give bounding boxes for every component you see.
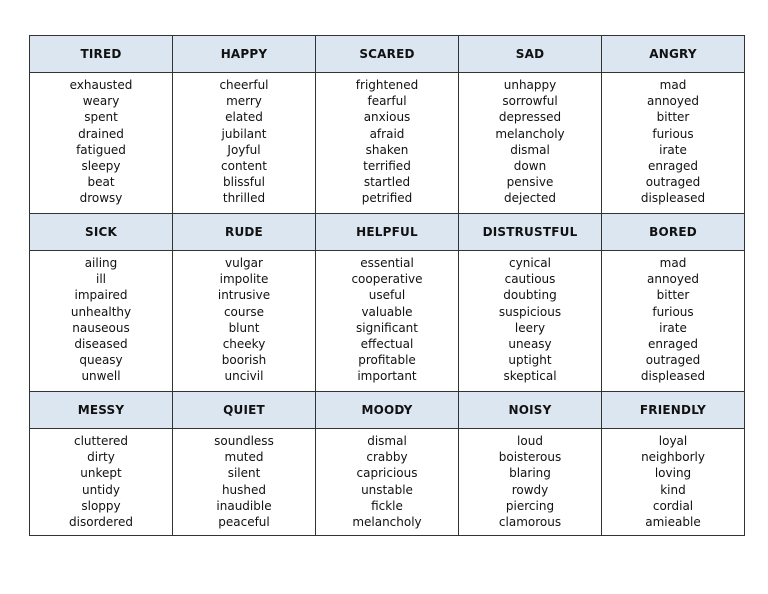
word-item: soundless	[214, 434, 274, 448]
word-item: piercing	[505, 498, 555, 513]
category-title: DISTRUSTFUL	[459, 214, 602, 251]
word-item: cautious	[504, 272, 556, 287]
word-item: significant	[356, 320, 418, 335]
category-title: RUDE	[173, 214, 316, 251]
word-item: intrusive	[217, 288, 271, 303]
category-words-cell	[173, 73, 316, 214]
word-item: frightened	[355, 78, 419, 92]
category-header-row	[30, 392, 745, 429]
category-words-cell	[173, 251, 316, 392]
category-title: SCARED	[316, 36, 459, 73]
category-words-cell	[30, 73, 173, 214]
word-item: fearful	[367, 94, 407, 109]
word-item: effectual	[360, 337, 414, 352]
word-item: blaring	[509, 466, 551, 481]
word-item: displeased	[640, 191, 706, 206]
word-item: valuable	[361, 304, 413, 319]
word-item: uptight	[508, 353, 552, 368]
category-words-cell	[602, 251, 745, 392]
word-list-row	[30, 429, 745, 536]
word-list-row	[30, 73, 745, 214]
word-item: dismal	[367, 434, 407, 448]
word-item: cluttered	[74, 434, 128, 448]
word-item: unkept	[80, 466, 122, 481]
category-words-cell	[316, 251, 459, 392]
word-item: amieable	[645, 515, 701, 530]
word-item: inaudible	[216, 498, 272, 513]
word-item: ailing	[84, 256, 118, 270]
category-header-row	[30, 36, 745, 73]
word-item: irate	[659, 142, 687, 157]
category-title: HAPPY	[173, 36, 316, 73]
word-item: melancholy	[495, 126, 565, 141]
word-item: kind	[660, 482, 686, 497]
word-item: hushed	[221, 482, 267, 497]
word-item: nauseous	[72, 320, 130, 335]
word-item: anxious	[363, 110, 411, 125]
word-item: shaken	[365, 142, 409, 157]
word-item: outraged	[645, 353, 701, 368]
word-item: queasy	[79, 353, 123, 368]
word-item: elated	[225, 110, 263, 125]
word-item: content	[221, 159, 267, 174]
word-item: leery	[514, 320, 546, 335]
word-list	[30, 73, 172, 207]
category-title: QUIET	[173, 392, 316, 429]
word-list	[316, 251, 458, 385]
word-item: spent	[84, 110, 118, 125]
word-list	[30, 251, 172, 385]
word-item: peaceful	[218, 515, 270, 530]
word-item: important	[357, 369, 417, 384]
word-list	[173, 73, 315, 207]
category-words-cell	[173, 429, 316, 536]
word-item: capricious	[356, 466, 418, 481]
word-item: unwell	[81, 369, 121, 384]
word-item: neighborly	[641, 450, 705, 465]
word-item: muted	[224, 450, 264, 465]
word-item: loyal	[658, 434, 688, 448]
word-item: furious	[652, 304, 694, 319]
word-item: blissful	[223, 175, 265, 190]
word-item: mad	[659, 256, 687, 270]
word-item: annoyed	[646, 94, 699, 109]
word-item: suspicious	[498, 304, 562, 319]
word-list	[459, 429, 601, 530]
word-item: uncivil	[224, 369, 264, 384]
category-words-cell	[316, 429, 459, 536]
category-title: NOISY	[459, 392, 602, 429]
category-title: SAD	[459, 36, 602, 73]
category-title: ANGRY	[602, 36, 745, 73]
word-list	[602, 251, 744, 385]
word-item: weary	[82, 94, 120, 109]
word-list	[602, 73, 744, 207]
word-item: unstable	[361, 482, 413, 497]
category-title: BORED	[602, 214, 745, 251]
word-item: vulgar	[225, 256, 263, 270]
word-item: crabby	[366, 450, 408, 465]
word-item: boisterous	[498, 450, 562, 465]
word-item: useful	[368, 288, 406, 303]
synonym-table	[29, 35, 745, 536]
word-item: furious	[652, 126, 694, 141]
word-item: clamorous	[498, 515, 562, 530]
word-item: disordered	[69, 515, 133, 530]
word-item: fatigued	[76, 142, 126, 157]
word-item: down	[513, 159, 547, 174]
word-item: annoyed	[646, 272, 699, 287]
word-item: essential	[360, 256, 414, 270]
word-item: cordial	[652, 498, 694, 513]
word-item: cynical	[509, 256, 551, 270]
category-title: FRIENDLY	[602, 392, 745, 429]
word-item: petrified	[361, 191, 413, 206]
word-item: cheeky	[222, 337, 266, 352]
word-item: ill	[95, 272, 106, 287]
word-item: skeptical	[503, 369, 557, 384]
word-item: displeased	[640, 369, 706, 384]
word-item: doubting	[503, 288, 557, 303]
word-item: depressed	[498, 110, 562, 125]
word-item: drowsy	[79, 191, 123, 206]
category-words-cell	[459, 73, 602, 214]
word-item: profitable	[358, 353, 416, 368]
word-item: dejected	[503, 191, 557, 206]
category-words-cell	[30, 429, 173, 536]
word-list	[316, 73, 458, 207]
word-item: drained	[78, 126, 124, 141]
category-words-cell	[316, 73, 459, 214]
category-words-cell	[459, 251, 602, 392]
word-item: silent	[227, 466, 261, 481]
word-item: rowdy	[511, 482, 549, 497]
category-words-cell	[602, 73, 745, 214]
word-item: boorish	[221, 353, 267, 368]
word-item: impolite	[219, 272, 269, 287]
word-item: untidy	[82, 482, 120, 497]
word-list	[173, 429, 315, 530]
word-item: melancholy	[352, 515, 422, 530]
word-item: jubilant	[221, 126, 267, 141]
word-item: cheerful	[219, 78, 269, 92]
word-list	[459, 251, 601, 385]
synonym-table-body	[30, 36, 745, 536]
word-item: enraged	[648, 337, 698, 352]
category-header-row	[30, 214, 745, 251]
word-item: unhappy	[503, 78, 557, 92]
category-words-cell	[30, 251, 173, 392]
word-list	[173, 251, 315, 385]
word-item: diseased	[74, 337, 128, 352]
word-item: merry	[226, 94, 262, 109]
word-item: mad	[659, 78, 687, 92]
category-title: TIRED	[30, 36, 173, 73]
word-item: loud	[517, 434, 543, 448]
word-item: dirty	[87, 450, 115, 465]
category-words-cell	[459, 429, 602, 536]
category-title: MESSY	[30, 392, 173, 429]
category-title: SICK	[30, 214, 173, 251]
word-item: cooperative	[351, 272, 423, 287]
word-item: outraged	[645, 175, 701, 190]
word-item: fickle	[371, 498, 403, 513]
word-item: bitter	[656, 288, 690, 303]
word-list	[602, 429, 744, 530]
word-item: sleepy	[81, 159, 121, 174]
word-item: course	[223, 304, 265, 319]
word-list	[459, 73, 601, 207]
word-list	[30, 429, 172, 530]
word-item: impaired	[74, 288, 128, 303]
category-title: HELPFUL	[316, 214, 459, 251]
word-item: bitter	[656, 110, 690, 125]
word-item: irate	[659, 320, 687, 335]
word-item: thrilled	[222, 191, 266, 206]
word-item: sorrowful	[502, 94, 558, 109]
category-words-cell	[602, 429, 745, 536]
word-item: blunt	[228, 320, 260, 335]
word-item: beat	[87, 175, 115, 190]
category-title: MOODY	[316, 392, 459, 429]
word-item: sloppy	[81, 498, 121, 513]
word-item: Joyful	[227, 142, 261, 157]
word-item: enraged	[648, 159, 698, 174]
word-item: startled	[363, 175, 411, 190]
word-item: uneasy	[508, 337, 552, 352]
word-item: loving	[654, 466, 692, 481]
word-list	[316, 429, 458, 530]
word-item: dismal	[510, 142, 550, 157]
word-item: terrified	[363, 159, 411, 174]
word-list-row	[30, 251, 745, 392]
word-item: pensive	[506, 175, 554, 190]
word-item: unhealthy	[70, 304, 132, 319]
word-item: exhausted	[69, 78, 133, 92]
word-item: afraid	[369, 126, 405, 141]
